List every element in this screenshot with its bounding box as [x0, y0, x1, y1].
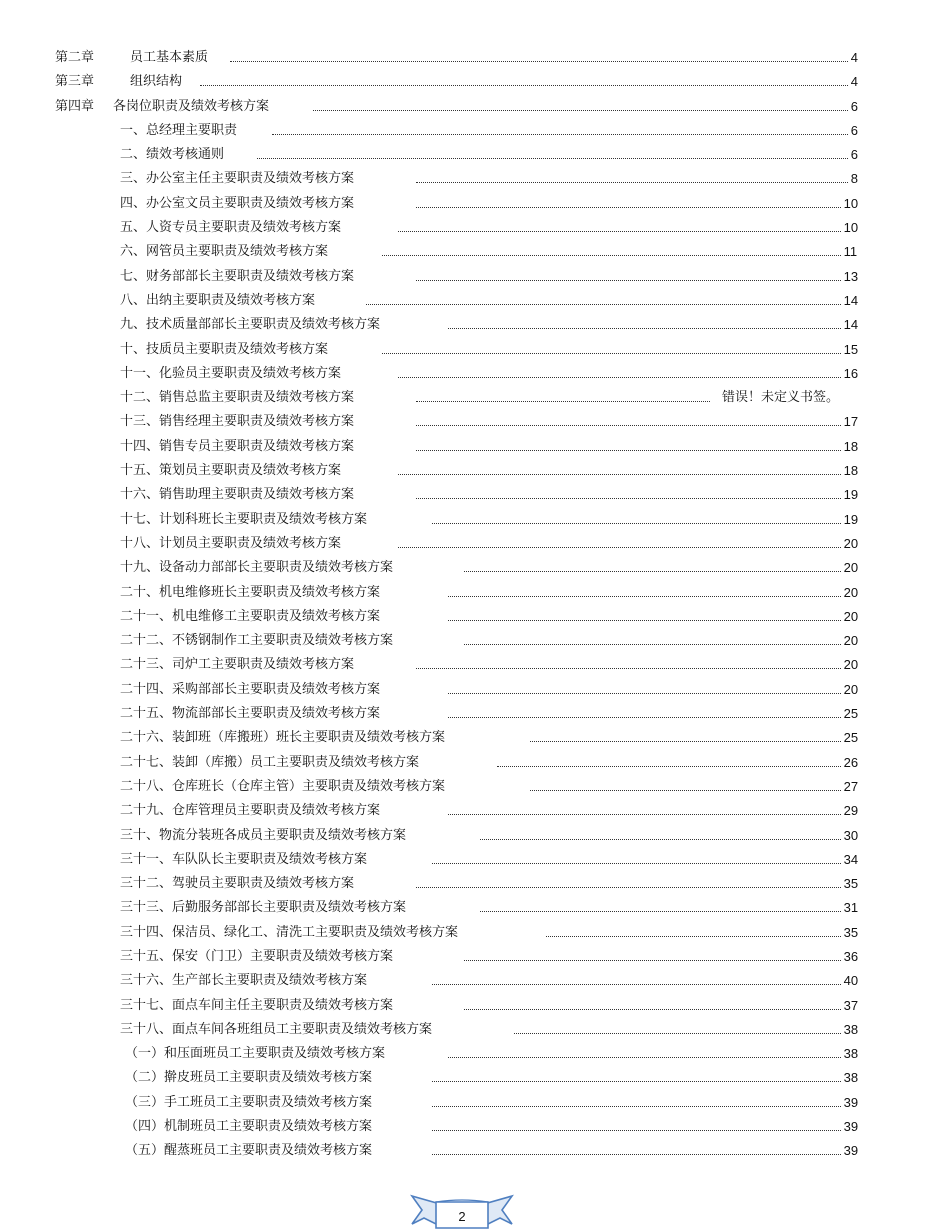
- page-ref: 38: [843, 1046, 859, 1062]
- toc-entry-label: 二十九、仓库管理员主要职责及绩效考核方案: [120, 803, 381, 819]
- toc-entry-label: 三十、物流分装班各成员主要职责及绩效考核方案: [120, 827, 407, 843]
- toc-chapter-row[interactable]: [0, 46, 950, 70]
- toc-entry-row[interactable]: [0, 824, 950, 848]
- toc-entry-row[interactable]: [0, 726, 950, 750]
- dot-leader: [272, 134, 848, 135]
- toc-entry-label: 十六、销售助理主要职责及绩效考核方案: [120, 487, 355, 503]
- dot-leader: [432, 1130, 841, 1131]
- page-ref: 27: [843, 778, 859, 794]
- toc-chapter-row[interactable]: [0, 95, 950, 119]
- toc-entry-label: （二）擀皮班员工主要职责及绩效考核方案: [125, 1070, 373, 1086]
- dot-leader: [448, 596, 841, 597]
- page-ref: 38: [843, 1070, 859, 1086]
- dot-leader: [382, 255, 841, 256]
- page-ref: 19: [843, 511, 859, 527]
- toc-entry-label: 八、出纳主要职责及绩效考核方案: [120, 292, 316, 308]
- page-ref: 15: [843, 341, 859, 357]
- page-ref: 40: [843, 973, 859, 989]
- toc-entry-row[interactable]: [0, 775, 950, 799]
- dot-leader: [416, 280, 841, 281]
- toc-entry-row[interactable]: [0, 581, 950, 605]
- toc-entry-row[interactable]: [0, 265, 950, 289]
- dot-leader: [230, 61, 848, 62]
- toc-entry-row[interactable]: [0, 289, 950, 313]
- page-ref: 20: [843, 657, 859, 673]
- dot-leader: [398, 377, 841, 378]
- toc-entry-row[interactable]: [0, 313, 950, 337]
- toc-entry-label: 十七、计划科班长主要职责及绩效考核方案: [120, 511, 368, 527]
- dot-leader: [432, 863, 841, 864]
- dot-leader: [530, 741, 841, 742]
- dot-leader: [416, 401, 710, 402]
- toc-entry-row[interactable]: [0, 1091, 950, 1115]
- page-ref: 20: [843, 608, 859, 624]
- toc-entry-label: 二十二、不锈钢制作工主要职责及绩效考核方案: [120, 633, 394, 649]
- page-ref: 6: [850, 122, 859, 138]
- toc-entry-label: 二、绩效考核通则: [120, 147, 225, 163]
- toc-entry-label: 三十五、保安（门卫）主要职责及绩效考核方案: [120, 948, 394, 964]
- toc-entry-row[interactable]: [0, 969, 950, 993]
- toc-entry-row[interactable]: [0, 1018, 950, 1042]
- page-ref: 36: [843, 948, 859, 964]
- dot-leader: [448, 814, 841, 815]
- chapter-number: 第二章: [55, 50, 95, 65]
- page-ref: 6: [850, 147, 859, 163]
- toc-entry-row[interactable]: [0, 532, 950, 556]
- dot-leader: [448, 693, 841, 694]
- dot-leader: [497, 766, 841, 767]
- page-ref: 6: [850, 98, 859, 114]
- page-ref: 20: [843, 535, 859, 551]
- toc-entry-row[interactable]: [0, 994, 950, 1018]
- chapter-title: 各岗位职责及绩效考核方案: [113, 98, 270, 114]
- page-ref: 11: [843, 244, 858, 260]
- toc-entry-row[interactable]: [0, 629, 950, 653]
- toc-entry-label: 一、总经理主要职责: [120, 122, 238, 138]
- dot-leader: [398, 231, 841, 232]
- toc-entry-label: 三十三、后勤服务部部长主要职责及绩效考核方案: [120, 900, 407, 916]
- dot-leader: [448, 1057, 841, 1058]
- page-ref: 35: [843, 924, 859, 940]
- page-ref: 10: [843, 220, 859, 236]
- dot-leader: [448, 620, 841, 621]
- chapter-number: 第四章: [55, 98, 95, 114]
- toc-entry-label: 二十三、司炉工主要职责及绩效考核方案: [120, 657, 355, 673]
- page-ref: 13: [843, 268, 859, 284]
- toc-entry-label: 三十一、车队队长主要职责及绩效考核方案: [120, 851, 368, 867]
- dot-leader: [448, 328, 841, 329]
- toc-entry-row[interactable]: [0, 848, 950, 872]
- toc-entry-row[interactable]: [0, 216, 950, 240]
- dot-leader: [432, 1154, 841, 1155]
- dot-leader: [416, 207, 841, 208]
- page-ref: 31: [843, 900, 859, 916]
- toc-entry-row[interactable]: [0, 678, 950, 702]
- page-ref: 16: [843, 365, 859, 381]
- toc-entry-label: 三、办公室主任主要职责及绩效考核方案: [120, 171, 355, 187]
- page-number: 2: [458, 1209, 466, 1224]
- toc-entry-label: 九、技术质量部部长主要职责及绩效考核方案: [120, 317, 381, 333]
- toc-entry-row[interactable]: [0, 240, 950, 264]
- toc-entry-label: 四、办公室文员主要职责及绩效考核方案: [120, 195, 355, 211]
- toc-entry-label: 三十二、驾驶员主要职责及绩效考核方案: [120, 876, 355, 892]
- dot-leader: [480, 911, 841, 912]
- dot-leader: [448, 717, 841, 718]
- dot-leader: [398, 547, 841, 548]
- toc-entry-label: 二十八、仓库班长（仓库主管）主要职责及绩效考核方案: [120, 778, 446, 794]
- toc-entry-label: 二十四、采购部部长主要职责及绩效考核方案: [120, 681, 381, 697]
- dot-leader: [416, 668, 841, 669]
- toc-entry-row[interactable]: [0, 362, 950, 386]
- page-ref: 19: [843, 487, 859, 503]
- toc-entry-row[interactable]: [0, 119, 950, 143]
- chapter-number: 第三章: [55, 74, 95, 90]
- page-ref: 10: [843, 195, 859, 211]
- page-ref: 18: [843, 438, 859, 454]
- toc-entry-label: 三十六、生产部长主要职责及绩效考核方案: [120, 973, 368, 989]
- toc-entry-row[interactable]: [0, 653, 950, 677]
- dot-leader: [398, 474, 841, 475]
- dot-leader: [464, 644, 841, 645]
- toc-entry-row[interactable]: [0, 872, 950, 896]
- dot-leader: [416, 182, 848, 183]
- page-footer: [410, 1194, 514, 1230]
- dot-leader: [366, 304, 841, 305]
- toc-entry-row[interactable]: [0, 1042, 950, 1066]
- toc-entry-row[interactable]: [0, 143, 950, 167]
- toc-entry-label: 十、技质员主要职责及绩效考核方案: [120, 341, 329, 357]
- dot-leader: [480, 839, 841, 840]
- toc-entry-row[interactable]: [0, 410, 950, 434]
- dot-leader: [432, 984, 841, 985]
- toc-chapter-row[interactable]: [0, 70, 950, 94]
- dot-leader: [432, 1081, 841, 1082]
- dot-leader: [464, 571, 841, 572]
- toc-entry-label: 二十六、装卸班（库搬班）班长主要职责及绩效考核方案: [120, 730, 446, 746]
- chapter-title: 组织结构: [130, 74, 183, 90]
- page-ref: 20: [843, 560, 859, 576]
- toc-entry-label: 十一、化验员主要职责及绩效考核方案: [120, 365, 342, 381]
- toc-entry-label: 二十一、机电维修工主要职责及绩效考核方案: [120, 608, 381, 624]
- page-ref: 20: [843, 584, 859, 600]
- toc-entry-row[interactable]: [0, 702, 950, 726]
- page-ref: 25: [843, 706, 859, 722]
- page-ref: 35: [843, 876, 859, 892]
- toc-entry-label: 三十八、面点车间各班组员工主要职责及绩效考核方案: [120, 1021, 433, 1037]
- page-ref: 39: [843, 1143, 859, 1159]
- toc-entry-label: 三十四、保洁员、绿化工、清洗工主要职责及绩效考核方案: [120, 924, 459, 940]
- toc-entry-label: 十九、设备动力部部长主要职责及绩效考核方案: [120, 560, 394, 576]
- dot-leader: [546, 936, 841, 937]
- page-ref: 4: [850, 74, 859, 90]
- toc-entry-label: 三十七、面点车间主任主要职责及绩效考核方案: [120, 997, 394, 1013]
- page-ref: 38: [843, 1021, 859, 1037]
- toc-entry-label: 十二、销售总监主要职责及绩效考核方案: [120, 390, 355, 406]
- toc-entry-row[interactable]: [0, 483, 950, 507]
- page-ref: 20: [843, 633, 859, 649]
- dot-leader: [464, 1009, 841, 1010]
- toc-entry-row[interactable]: [0, 1115, 950, 1139]
- dot-leader: [382, 353, 841, 354]
- dot-leader: [514, 1033, 841, 1034]
- page-ref: 26: [843, 754, 859, 770]
- toc-entry-label: 六、网管员主要职责及绩效考核方案: [120, 244, 329, 260]
- toc-entry-row[interactable]: [0, 192, 950, 216]
- dot-leader: [416, 450, 841, 451]
- toc-entry-label: （三）手工班员工主要职责及绩效考核方案: [125, 1094, 373, 1110]
- toc-entry-label: 十四、销售专员主要职责及绩效考核方案: [120, 438, 355, 454]
- toc-entry-row[interactable]: [0, 605, 950, 629]
- toc-entry-row[interactable]: [0, 751, 950, 775]
- toc-entry-row[interactable]: [0, 435, 950, 459]
- toc-entry-row[interactable]: [0, 945, 950, 969]
- toc-entry-label: 五、人资专员主要职责及绩效考核方案: [120, 220, 342, 236]
- toc-entry-label: （五）醒蒸班员工主要职责及绩效考核方案: [125, 1143, 373, 1159]
- page-ref: 20: [843, 681, 859, 697]
- toc-entry-row[interactable]: [0, 921, 950, 945]
- page-ref: 37: [843, 997, 859, 1013]
- page-ref-error: 错误！未定义书签。: [722, 390, 840, 406]
- dot-leader: [200, 85, 848, 86]
- page-ref: 29: [843, 803, 859, 819]
- page-ref: 25: [843, 730, 859, 746]
- page-ref: 14: [843, 292, 859, 308]
- page-ref: 34: [843, 851, 859, 867]
- toc-entry-label: 十三、销售经理主要职责及绩效考核方案: [120, 414, 355, 430]
- dot-leader: [464, 960, 841, 961]
- page-ref: 4: [850, 50, 859, 65]
- dot-leader: [432, 523, 841, 524]
- toc-entry-label: 二十七、装卸（库搬）员工主要职责及绩效考核方案: [120, 754, 420, 770]
- toc-entry-label: 七、财务部部长主要职责及绩效考核方案: [120, 268, 355, 284]
- chapter-title: 员工基本素质: [130, 50, 209, 65]
- page-ref: 17: [843, 414, 859, 430]
- toc-entry-row[interactable]: [0, 338, 950, 362]
- page-ref: 8: [850, 171, 859, 187]
- page-ref: 39: [843, 1094, 859, 1110]
- toc-entry-label: 二十五、物流部部长主要职责及绩效考核方案: [120, 706, 381, 722]
- toc-entry-row[interactable]: [0, 556, 950, 580]
- toc-entry-row[interactable]: [0, 1066, 950, 1090]
- toc-entry-row[interactable]: [0, 508, 950, 532]
- dot-leader: [416, 498, 841, 499]
- toc-entry-row[interactable]: [0, 459, 950, 483]
- table-of-contents: [0, 46, 950, 1164]
- toc-entry-label: 二十、机电维修班长主要职责及绩效考核方案: [120, 584, 381, 600]
- page-ref: 14: [843, 317, 859, 333]
- dot-leader: [530, 790, 841, 791]
- toc-entry-row[interactable]: [0, 167, 950, 191]
- dot-leader: [313, 110, 848, 111]
- dot-leader: [416, 887, 841, 888]
- toc-entry-label: （四）机制班员工主要职责及绩效考核方案: [125, 1119, 373, 1135]
- toc-entry-label: （一）和压面班员工主要职责及绩效考核方案: [125, 1046, 386, 1062]
- toc-entry-row[interactable]: [0, 799, 950, 823]
- page-ref: 30: [843, 827, 859, 843]
- toc-entry-label: 十五、策划员主要职责及绩效考核方案: [120, 463, 342, 479]
- toc-entry-row[interactable]: [0, 386, 950, 410]
- dot-leader: [416, 425, 841, 426]
- toc-entry-row[interactable]: [0, 1139, 950, 1163]
- page-ref: 39: [843, 1119, 859, 1135]
- toc-entry-label: 十八、计划员主要职责及绩效考核方案: [120, 535, 342, 551]
- page-ref: 18: [843, 463, 859, 479]
- dot-leader: [432, 1106, 841, 1107]
- toc-entry-row[interactable]: [0, 896, 950, 920]
- dot-leader: [257, 158, 848, 159]
